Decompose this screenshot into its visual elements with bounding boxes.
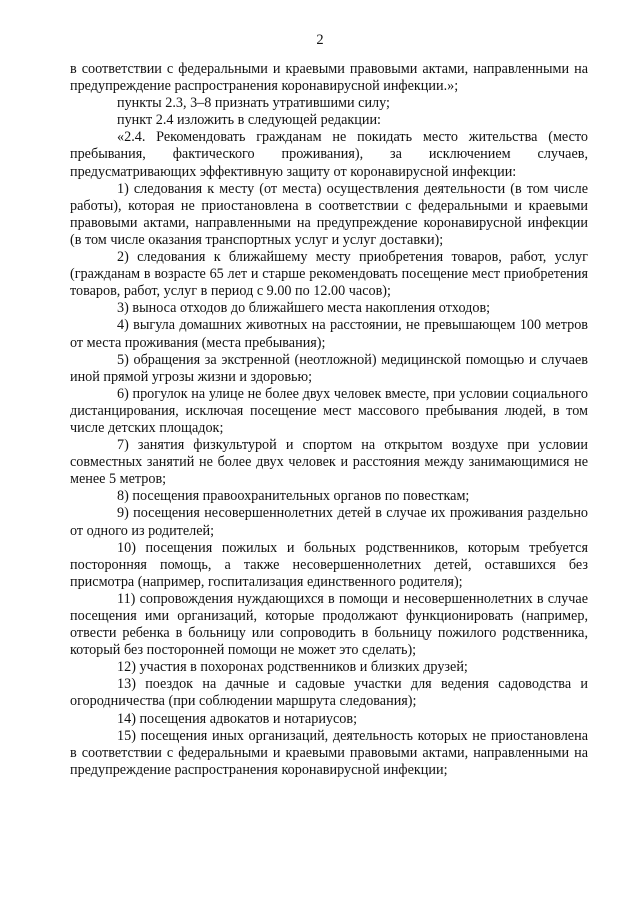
- paragraph: 12) участия в похоронах родственников и близких друзей;: [117, 659, 468, 676]
- paragraph: 1) следования к месту (от места) осуществления деятельности (в том числе работы), которая не приостановлена в соответствии с федеральными и краевыми правовыми актами, направленными на предупреждение коронавирусной инфекции (в том числе оказания транспортных услуг и услуг доставки);: [70, 180, 588, 248]
- paragraph: 5) обращения за экстренной (неотложной) медицинской помощью и случаев иной прямой угрозы жизни и здоровью;: [70, 351, 588, 385]
- paragraph: 11) сопровождения нуждающихся в помощи и несовершеннолетних в случае посещения ими организаций, которые продолжают функционировать (например, отвести ребенка в больницу или сопроводить в больницу пожилого родственника, который без посторонней помощи не может это сделать);: [70, 590, 588, 659]
- paragraph: 4) выгула домашних животных на расстоянии, не превышающем 100 метров от места проживания (места пребывания);: [70, 317, 588, 351]
- paragraph: пункт 2.4 изложить в следующей редакции:: [117, 112, 381, 129]
- paragraph: в соответствии с федеральными и краевыми правовыми актами, направленными на предупреждение распространения коронавирусной инфекции.»;: [70, 61, 588, 95]
- paragraph: 15) посещения иных организаций, деятельность которых не приостановлена в соответствии с федеральными и краевыми правовыми актами, направленными на предупреждение распространения коронавирусной инфекции;: [70, 727, 588, 778]
- paragraph: 14) посещения адвокатов и нотариусов;: [117, 710, 358, 727]
- body-text: [70, 61, 588, 779]
- paragraph: 13) поездок на дачные и садовые участки для ведения садоводства и огородничества (при соблюдении маршрута следования);: [70, 676, 588, 710]
- paragraph: 7) занятия физкультурой и спортом на открытом воздухе при условии совместных занятий не более двух человек и расстояния между занимающимися не менее 5 метров;: [70, 437, 588, 488]
- paragraph: «2.4. Рекомендовать гражданам не покидать место жительства (место пребывания, фактического проживания), за исключением случаев, предусматривающих эффективную защиту от коронавирусной инфекции:: [70, 129, 588, 180]
- paragraph: 8) посещения правоохранительных органов по повесткам;: [117, 488, 470, 505]
- paragraph: пункты 2.3, 3–8 признать утратившими силу;: [117, 95, 390, 112]
- paragraph: 10) посещения пожилых и больных родственников, которым требуется посторонняя помощь, а также несовершеннолетних детей, оставшихся без присмотра (например, госпитализация единственного родителя);: [70, 539, 588, 590]
- paragraph: 6) прогулок на улице не более двух человек вместе, при условии социального дистанцирования, исключая посещение мест массового пребывания людей, в том числе детских площадок;: [70, 385, 588, 436]
- paragraph: 9) посещения несовершеннолетних детей в случае их проживания раздельно от одного из родителей;: [70, 505, 588, 539]
- paragraph: 3) выноса отходов до ближайшего места накопления отходов;: [117, 300, 491, 317]
- page-number: 2: [316, 32, 324, 48]
- paragraph: 2) следования к ближайшему месту приобретения товаров, работ, услуг (гражданам в возрасте 65 лет и старше рекомендовать посещение мест приобретения товаров, работ, услуг в период с 9.00 по 12.00 часов);: [70, 249, 588, 300]
